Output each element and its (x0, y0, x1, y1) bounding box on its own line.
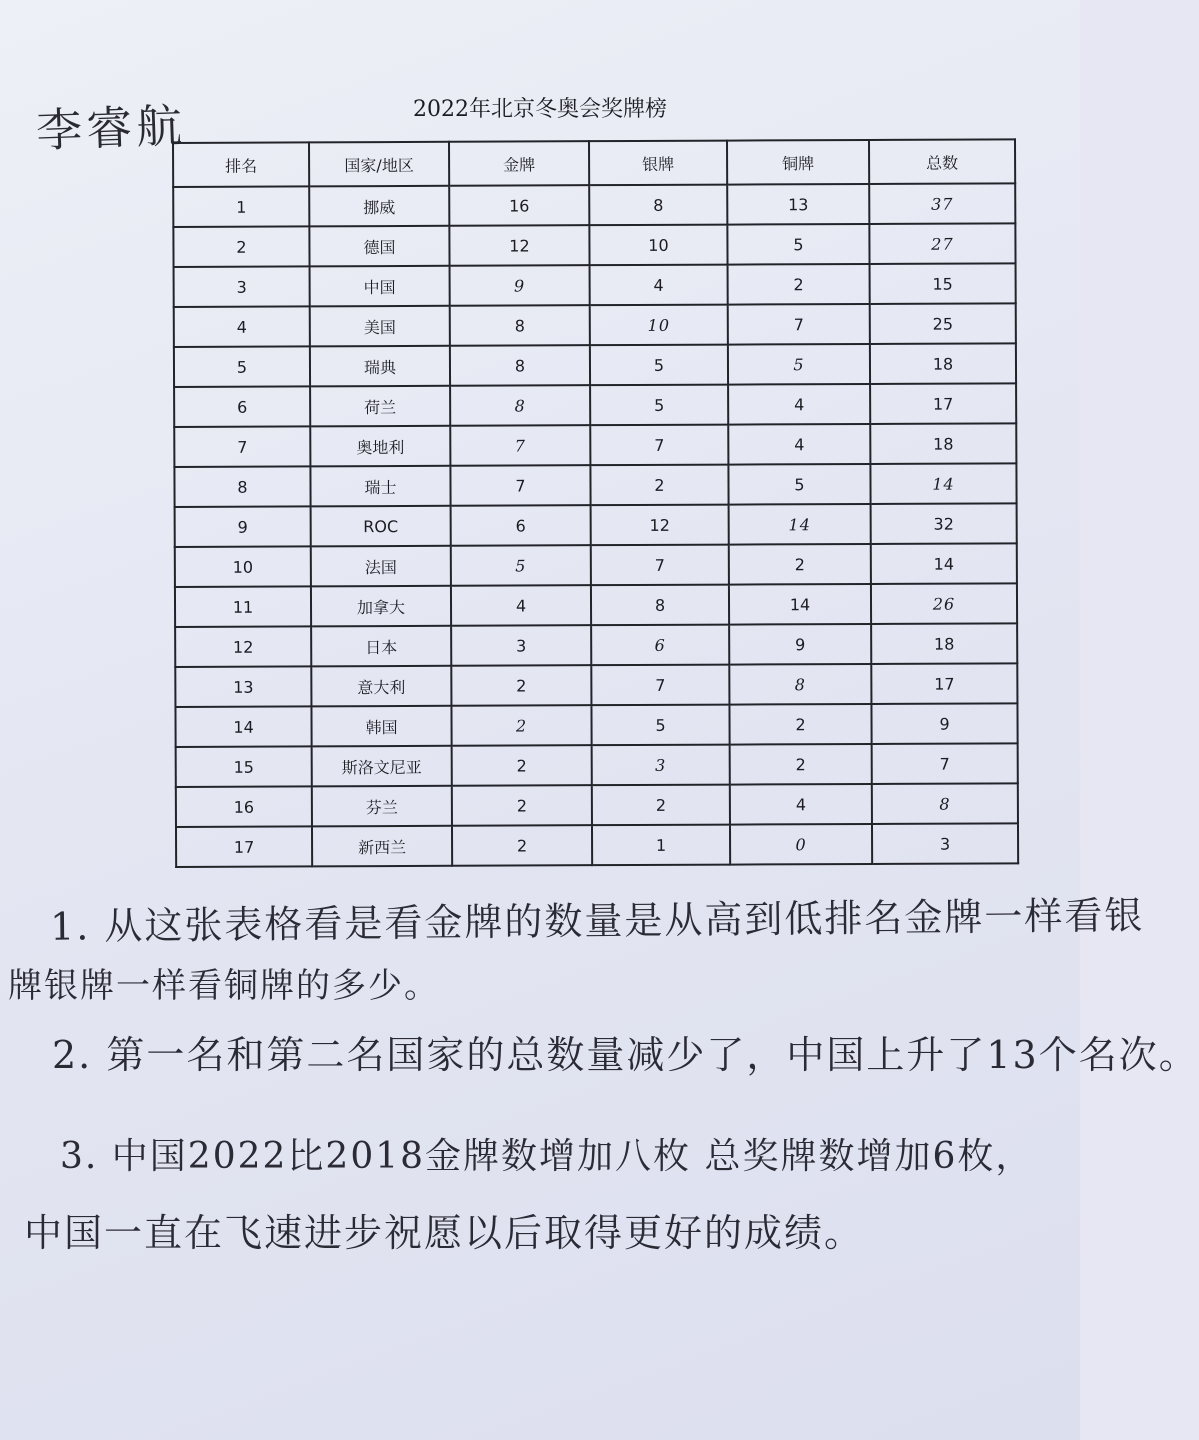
silver-cell: 5 (590, 345, 728, 386)
total-cell: 7 (872, 743, 1018, 784)
gold-cell: 8 (450, 305, 590, 346)
bronze-cell: 9 (729, 624, 871, 665)
rank-cell: 1 (173, 186, 309, 227)
total-cell: 3 (872, 823, 1018, 864)
rank-cell: 17 (176, 826, 312, 867)
rank-cell: 3 (174, 266, 310, 307)
country-cell: 瑞典 (310, 346, 450, 387)
silver-cell: 4 (590, 265, 728, 306)
rank-cell: 4 (174, 306, 310, 347)
silver-cell: 1 (592, 825, 730, 866)
table-row (174, 423, 1016, 467)
total-cell: 18 (871, 623, 1017, 664)
document-title: 2022年北京冬奥会奖牌榜 (413, 97, 667, 122)
header-bronze: 铜牌 (727, 140, 869, 185)
rank-cell: 15 (176, 746, 312, 787)
bronze-cell: 8 (729, 664, 871, 705)
silver-cell: 7 (591, 665, 729, 706)
table-row (175, 663, 1017, 707)
country-cell: 芬兰 (312, 786, 452, 827)
note-line-5: 中国一直在飞速进步祝愿以后取得更好的成绩。 (24, 1211, 865, 1255)
table-row (174, 463, 1016, 507)
rank-cell: 7 (174, 426, 310, 467)
gold-cell: 2 (452, 785, 592, 826)
country-cell: 挪威 (309, 186, 449, 227)
silver-cell: 10 (589, 225, 727, 266)
rank-cell: 5 (174, 346, 310, 387)
silver-cell: 2 (592, 785, 730, 826)
silver-cell: 8 (589, 185, 727, 226)
note-line-1: 1. 从这张表格看是看金牌的数量是从高到低排名金牌一样看银 (49, 893, 1145, 949)
silver-cell: 3 (592, 745, 730, 786)
table-row (176, 783, 1018, 827)
bronze-cell: 2 (728, 264, 870, 305)
rank-cell: 8 (174, 466, 310, 507)
table-row (175, 503, 1017, 547)
total-cell: 25 (870, 303, 1016, 344)
country-cell: 斯洛文尼亚 (312, 746, 452, 787)
table-row (173, 223, 1015, 267)
country-cell: 德国 (309, 226, 449, 267)
header-country: 国家/地区 (309, 142, 449, 187)
bronze-cell: 5 (728, 344, 870, 385)
gold-cell: 5 (451, 545, 591, 586)
header-rank: 排名 (173, 142, 309, 187)
rank-cell: 16 (176, 786, 312, 827)
gold-cell: 8 (450, 385, 590, 426)
gold-cell: 16 (449, 185, 589, 226)
gold-cell: 4 (451, 585, 591, 626)
header-gold: 金牌 (449, 141, 589, 186)
table-row (175, 623, 1017, 667)
silver-cell: 7 (591, 545, 729, 586)
gold-cell: 12 (449, 225, 589, 266)
total-cell: 32 (871, 503, 1017, 544)
total-cell: 17 (870, 383, 1016, 424)
bronze-cell: 5 (727, 224, 869, 265)
silver-cell: 2 (590, 465, 728, 506)
total-cell: 27 (869, 223, 1015, 264)
total-cell: 8 (872, 783, 1018, 824)
rank-cell: 9 (175, 506, 311, 547)
gold-cell: 9 (450, 265, 590, 306)
total-cell: 14 (870, 463, 1016, 504)
country-cell: 加拿大 (311, 586, 451, 627)
bronze-cell: 5 (728, 464, 870, 505)
silver-cell: 8 (591, 585, 729, 626)
table-row (175, 583, 1017, 627)
bronze-cell: 2 (729, 544, 871, 585)
gold-cell: 7 (450, 465, 590, 506)
silver-cell: 12 (591, 505, 729, 546)
table-row (176, 823, 1018, 867)
total-cell: 18 (870, 343, 1016, 384)
bronze-cell: 4 (728, 384, 870, 425)
country-cell: 美国 (310, 306, 450, 347)
table-header-row (173, 139, 1015, 187)
total-cell: 15 (870, 263, 1016, 304)
bronze-cell: 2 (729, 704, 871, 745)
country-cell: 中国 (310, 266, 450, 307)
silver-cell: 5 (590, 385, 728, 426)
medal-table-container (172, 138, 1017, 857)
bronze-cell: 14 (729, 584, 871, 625)
header-total: 总数 (869, 139, 1015, 184)
rank-cell: 10 (175, 546, 311, 587)
country-cell: 意大利 (311, 666, 451, 707)
bronze-cell: 2 (730, 744, 872, 785)
handwritten-student-name: 李睿航 (35, 98, 188, 158)
total-cell: 9 (871, 703, 1017, 744)
silver-cell: 7 (590, 425, 728, 466)
table-row (174, 263, 1016, 307)
table-row (176, 743, 1018, 787)
rank-cell: 12 (175, 626, 311, 667)
silver-cell: 10 (590, 305, 728, 346)
rank-cell: 13 (175, 666, 311, 707)
note-line-4: 3. 中国2022比2018金牌数增加八枚 总奖牌数增加6枚， (60, 1136, 1034, 1177)
gold-cell: 2 (451, 705, 591, 746)
table-row (174, 303, 1016, 347)
bronze-cell: 14 (729, 504, 871, 545)
total-cell: 14 (871, 543, 1017, 584)
rank-cell: 11 (175, 586, 311, 627)
silver-cell: 5 (591, 705, 729, 746)
total-cell: 37 (869, 183, 1015, 224)
medal-table (172, 138, 1019, 868)
country-cell: 法国 (311, 546, 451, 587)
medal-table-body (173, 183, 1018, 867)
gold-cell: 8 (450, 345, 590, 386)
gold-cell: 3 (451, 625, 591, 666)
total-cell: 18 (870, 423, 1016, 464)
rank-cell: 6 (174, 386, 310, 427)
country-cell: ROC (311, 506, 451, 547)
country-cell: 荷兰 (310, 386, 450, 427)
country-cell: 日本 (311, 626, 451, 667)
gold-cell: 2 (452, 825, 592, 866)
country-cell: 新西兰 (312, 826, 452, 867)
note-line-3: 2. 第一名和第二名国家的总数量减少了，中国上升了13个名次。 (52, 1033, 1199, 1077)
table-row (174, 343, 1016, 387)
total-cell: 26 (871, 583, 1017, 624)
bronze-cell: 4 (728, 424, 870, 465)
table-row (174, 383, 1016, 427)
silver-cell: 6 (591, 625, 729, 666)
gold-cell: 2 (451, 665, 591, 706)
country-cell: 奥地利 (310, 426, 450, 467)
rank-cell: 2 (173, 226, 309, 267)
bronze-cell: 4 (730, 784, 872, 825)
table-row (173, 183, 1015, 227)
country-cell: 韩国 (311, 706, 451, 747)
header-silver: 银牌 (589, 141, 727, 186)
table-row (175, 543, 1017, 587)
country-cell: 瑞士 (310, 466, 450, 507)
table-row (175, 703, 1017, 747)
gold-cell: 2 (452, 745, 592, 786)
bronze-cell: 7 (728, 304, 870, 345)
note-line-2: 牌银牌一样看铜牌的多少。 (8, 966, 440, 1006)
bronze-cell: 0 (730, 824, 872, 865)
gold-cell: 6 (451, 505, 591, 546)
rank-cell: 14 (175, 706, 311, 747)
bronze-cell: 13 (727, 184, 869, 225)
total-cell: 17 (871, 663, 1017, 704)
gold-cell: 7 (450, 425, 590, 466)
